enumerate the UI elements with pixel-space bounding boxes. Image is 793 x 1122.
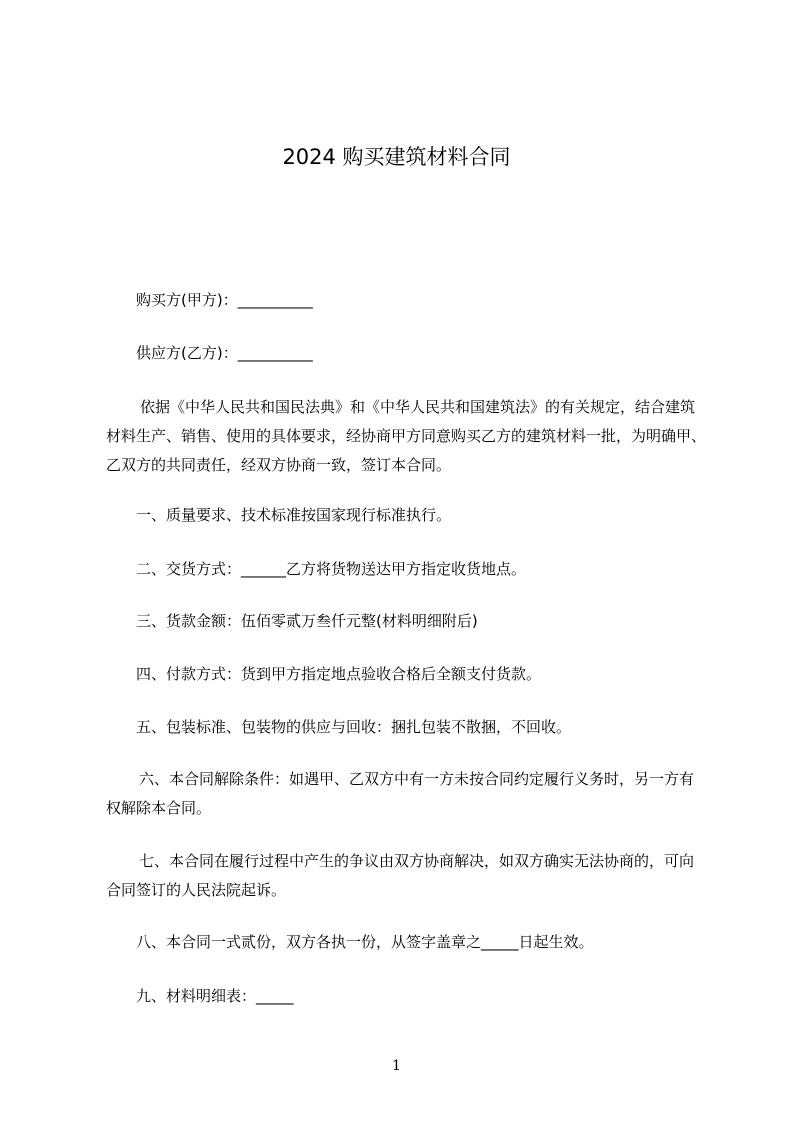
clause-9: 九、材料明细表：_____: [136, 987, 294, 1005]
buyer-line: 购买方(甲方)：__________: [136, 291, 313, 309]
clause-1: 一、质量要求、技术标准按国家现行标准执行。: [136, 506, 452, 524]
clause-5: 五、包装标准、包装物的供应与回收：捆扎包装不散捆，不回收。: [136, 718, 572, 736]
document-title: 2024 购买建筑材料合同: [282, 145, 511, 169]
clause-6: 六、本合同解除条件：如遇甲、乙双方中有一方未按合同约定履行义务时，另一方有权解除本合同。: [106, 770, 695, 817]
clause-8: 八、本合同一式贰份，双方各执一份，从签字盖章之_____日起生效。: [136, 933, 594, 951]
clause-3: 三、货款金额：伍佰零贰万叁仟元整(材料明细附后): [136, 612, 478, 630]
supplier-line: 供应方(乙方)：__________: [136, 344, 313, 362]
page-number: 1: [392, 1058, 401, 1074]
intro-paragraph: 依据《中华人民共和国民法典》和《中华人民共和国建筑法》的有关规定，结合建筑材料生产、销售、使用的具体要求，经协商甲方同意购买乙方的建筑材料一批，为明确甲、乙双方的共同责任，经双方协商一致，签订本合同。: [106, 398, 707, 474]
clause-4: 四、付款方式：货到甲方指定地点验收合格后全额支付货款。: [136, 665, 542, 683]
clause-7: 七、本合同在履行过程中产生的争议由双方协商解决，如双方确实无法协商的，可向合同签订的人民法院起诉。: [106, 852, 695, 899]
clause-2: 二、交货方式：______乙方将货物送达甲方指定收货地点。: [136, 560, 527, 578]
